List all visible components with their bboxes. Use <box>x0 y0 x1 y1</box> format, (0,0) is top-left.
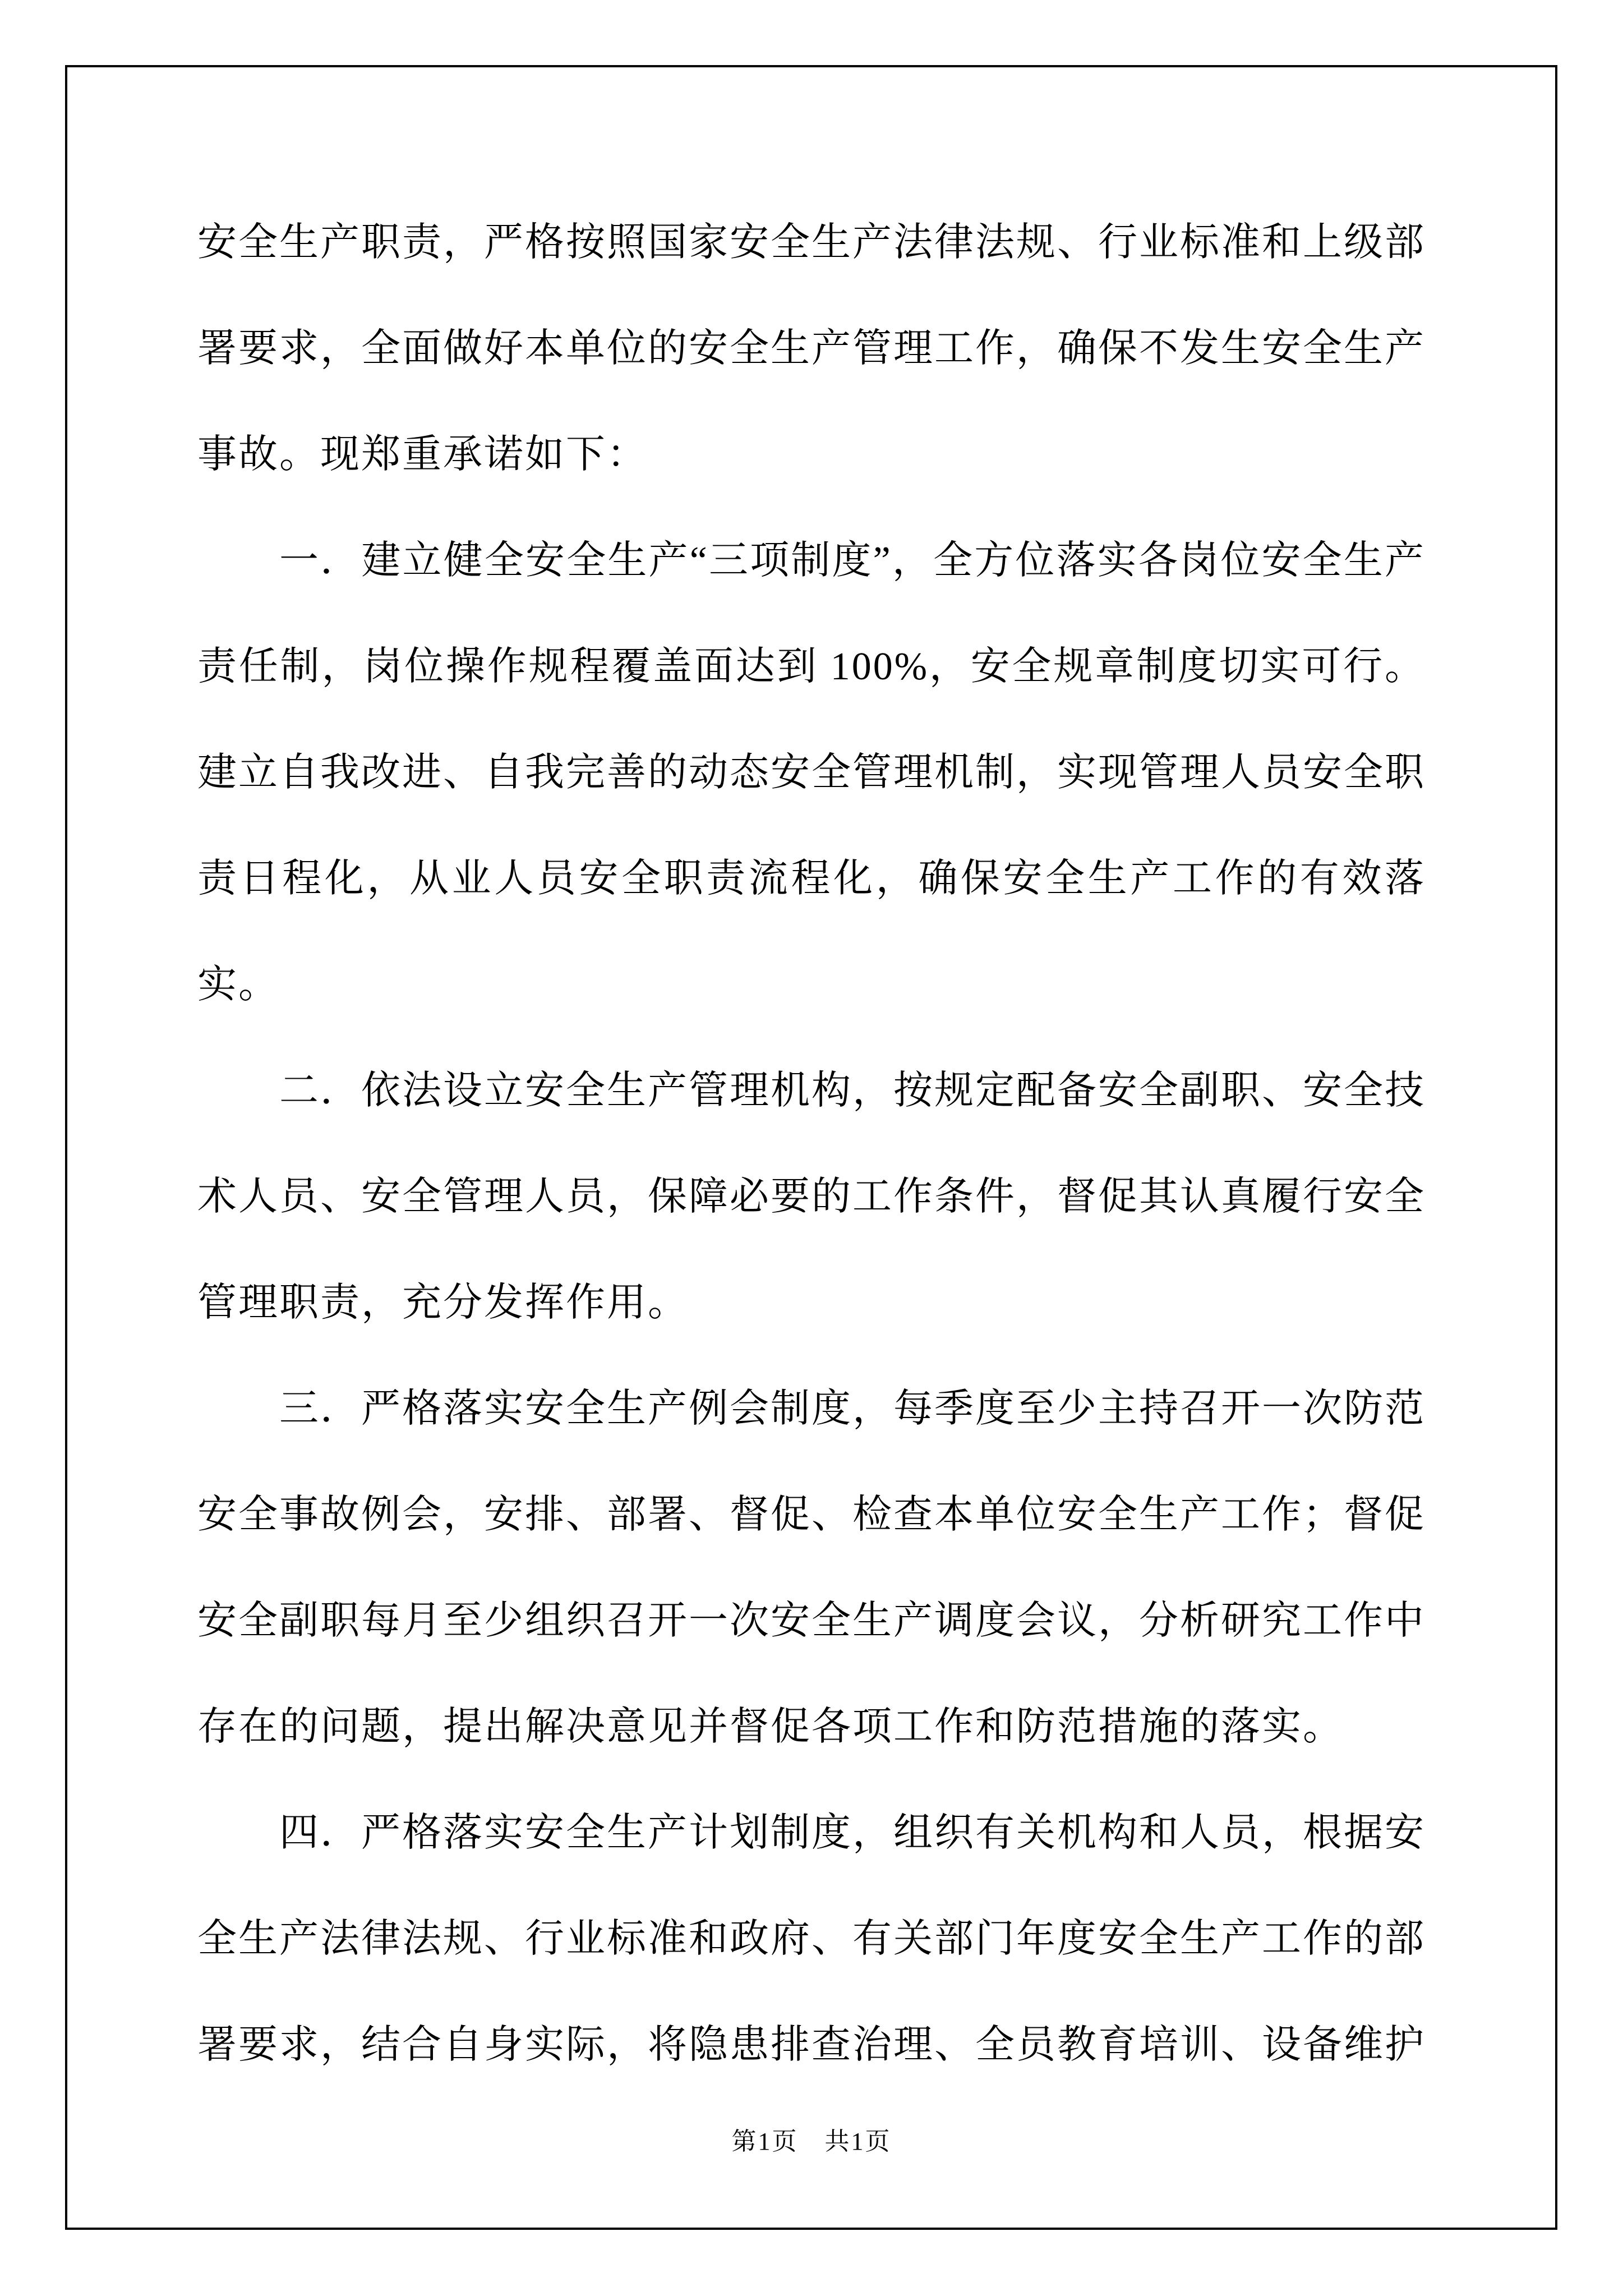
document-body <box>197 190 1426 2098</box>
paragraph-item-1: 一．建立健全安全生产“三项制度”，全方位落实各岗位安全生产责任制，岗位操作规程覆盖面达到 100%，安全规章制度切实可行。建立自我改进、自我完善的动态安全管理机制，实现管理人员安全职责日程化，从业人员安全职责流程化，确保安全生产工作的有效落实。 <box>197 539 1426 1006</box>
paragraph-item-2: 二．依法设立安全生产管理机构，按规定配备安全副职、安全技术人员、安全管理人员，保障必要的工作条件，督促其认真履行安全管理职责，充分发挥作用。 <box>197 1069 1426 1324</box>
page-number-footer: 第1页 共1页 <box>731 2128 892 2155</box>
paragraph-item-3: 三．严格落实安全生产例会制度，每季度至少主持召开一次防范安全事故例会，安排、部署、督促、检查本单位安全生产工作；督促安全副职每月至少组织召开一次安全生产调度会议，分析研究工作中存在的问题，提出解决意见并督促各项工作和防范措施的落实。 <box>197 1387 1426 1749</box>
paragraph-intro: 安全生产职责，严格按照国家安全生产法律法规、行业标准和上级部署要求，全面做好本单位的安全生产管理工作，确保不发生安全生产事故。现郑重承诺如下： <box>197 221 1426 476</box>
paragraph-item-4: 四．严格落实安全生产计划制度，组织有关机构和人员，根据安全生产法律法规、行业标准和政府、有关部门年度安全生产工作的部署要求，结合自身实际，将隐患排查治理、全员教育培训、设备维护 <box>197 1811 1426 2067</box>
